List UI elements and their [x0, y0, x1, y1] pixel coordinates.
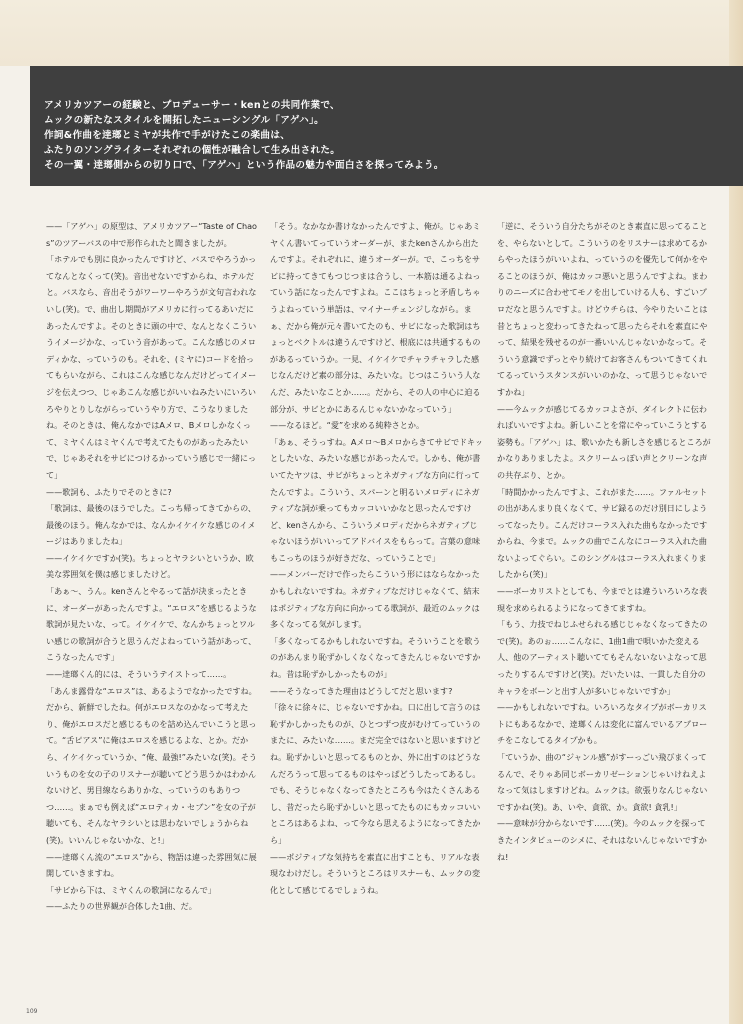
paragraph: ——「アゲハ」の原型は、アメリカツアー“Taste of Chaos”のツアーバスの中で形作られたと聞きましたが。	[46, 221, 258, 248]
interview-column-3	[497, 218, 711, 865]
paragraph: ——そうなってきた理由はどうしてだと思います?	[270, 685, 453, 696]
paragraph: ——ボーカリストとしても、今までとは違ういろいろな表現を求められるようになってきてますね。	[497, 586, 708, 613]
paragraph: ——ふたりの世界観が合体した1曲、だ。	[46, 901, 197, 912]
paragraph: 「時間かかったんですよ、これがまた……。ファルセットの出があんまり良くなくて、サビ録るのだけ別日にしようってなったり。こんだけコーラス入れた曲もなかったですからね、今まで。ムックの曲でこんなにコーラス入れた曲ないよってぐらい。このシングルはコーラス入れまくりましたから(笑)」	[497, 486, 708, 580]
paragraph: 「サビから下は、ミヤくんの歌詞になるんで」	[46, 884, 216, 895]
interview-column-1	[46, 218, 260, 915]
paragraph: 「ていうか、曲の“ジャンル感”がすーっごい飛びまくってるんで、そりゃあ同じボーカリゼーションじゃいけねえよなって気はしますけどね。ムックは。欲張りなんじゃないですかね(笑)。あ、いや、貪欲、か。貪欲! 貪乳!」	[497, 752, 708, 812]
intro-line: ふたりのソングライターそれぞれの個性が融合して生み出された。	[44, 145, 341, 156]
paragraph: ——逹瑯くん的には、そういうテイストって……。	[46, 669, 232, 680]
intro-line: ムックの新たなスタイルを開拓したニューシングル「アゲハ」。	[44, 115, 325, 126]
paragraph: ——イケイケですか(笑)。ちょっとヤラシいというか、欧美な雰囲気を僕は感じましたけど。	[46, 552, 254, 580]
paragraph: 「徐々に徐々に、じゃないですかね。口に出して言うのは恥ずかしかったものが、ひとつずつ皮がむけてっていうのまたに、みたいな……。まだ完全ではないと思いますけどね。恥ずかしいと思ってるものとか、外に出すのはどうなんだろうって思ってるものはやっぱどうしたってあるし。でも、そうじゃなくなってきたところも今はたくさんあるし、昔だったら恥ずかしいと思ってたものにもカッコいいところはあるよね、って今なら思えるようになってきたから」	[270, 702, 481, 845]
paragraph: 「歌詞は、最後のほうでした。こっち帰ってきてからの、最後のほう。俺んなかでは、なんかイケイケな感じのイメージはありましたね」	[46, 503, 256, 547]
paragraph: ——メンバーだけで作ったらこういう形にはならなかったかもしれないですね。ネガティブなだけじゃなくて、結末はポジティブな方向に向かってる歌詞が、最近のムックは多くなってる気がします。	[270, 569, 480, 630]
intro-banner	[30, 66, 743, 186]
paragraph: ——今ムックが感じてるカッコよさが、ダイレクトに伝わればいいですよね。新しいことを常にやっていこうとする姿勢も。「アゲハ」は、歌いかたも新しさを感じるところがかなりありましたよ。スクリームっぽい声とクリーンな声の共存ぶり、とか。	[497, 403, 711, 480]
paragraph: ——ポジティブな気持ちを素直に出すことも、リアルな表現なわけだし。そういうところはリスナーも、ムックの変化として感じてるでしょうね。	[270, 851, 481, 895]
paragraph: 「もう、力技でねじふせられる感じじゃなくなってきたので(笑)。あのぉ……こんなに、1曲1曲で唄いかた変える人、他のアーティスト聴いててもそんないないよなって思ったりするんですけど(笑)。だいたいは、一貫した自分のキャラをボーンと出す人が多いじゃないですか」	[497, 619, 708, 696]
paragraph: 「多くなってるかもしれないですね。そういうことを歌うのがあんまり恥ずかしくなくなってきたんじゃないですかね。昔は恥ずかしかったものが」	[270, 635, 481, 680]
paragraph: ——意味が分からないです……(笑)。今のムックを探ってきたインタビューのシメに、それはないんじゃないですかね!	[497, 818, 707, 862]
intro-line: 作詞&作曲を逹瑯とミヤが共作で手がけたこの楽曲は、	[44, 130, 291, 141]
paragraph: ——逹瑯くん流の“エロス”から、物語は違った雰囲気に展開していきますね。	[46, 851, 257, 879]
intro-line: その一翼・逹瑯側からの切り口で、「アゲハ」という作品の魅力や面白さを探ってみよう。	[44, 160, 444, 171]
paragraph: ——かもしれないですね。いろいろなタイプがボーカリストにもあるなかで、逹瑯くんは変化に富んでいるアプローチをこなしてるタイプかも。	[497, 702, 708, 746]
paragraph: 「あぁ〜、うん。kenさんとやるって話が決まったときに、オーダーがあったんですよ。“エロス”を感じるような歌詞が見たいな、って。イケイケで、なんかちょっとワルい感じの歌詞が合うと思うんだよねっていう話があって、こうなったんです」	[46, 586, 257, 663]
page-number: 109	[26, 1008, 38, 1015]
paragraph: 「ホテルでも別に良かったんですけど、バスでやろうかってなんとなくって(笑)。音出せないですからね、ホテルだと。バスなら、音出そうがワーワーやろうが文句言われないし(笑)。で、曲出し期間がアメリカに行ってるあいだにあったんですよ。そのときに頭の中で、なんとなくこういうイメージかな、っていう音があって。こんな感じのメロディかな、っていうのも。それを、(ミヤに)コードを拾ってもらいながら、これはこんな感じなんだけどってイメージを伝えつつ、じゃあこんな感じがいいねみたいにいろいろやりとりしながらっていうやり方で、こうなりましたね。そのときは、俺んなかではAメロ、Bメロしかなくって、ミヤくんはミヤくんで考えてたものがあったみたいで、じゃあそれをサビにつけるかっていう感じで一緒にって」	[46, 254, 257, 480]
paragraph: 「あぁ、そうっすね。Aメロ〜Bメロからきてサビでドキッとしたいな、みたいな感じがあったんで。しかも、俺が書いてたヤツは、サビがちょっとネガティブな方向に行ってたんですよ。こういう、スパーンと明るいメロディにネガティブな詞が乗ってもカッコいいかなと思ったんですけど、kenさんから、こういうメロディだからネガティブじゃないほうがいいってアドバイスをもらって。言葉の意味もこっちのほうが好きだな、っていうことで」	[270, 436, 484, 563]
interview-column-2	[270, 218, 484, 898]
paragraph: 「あんま露骨な“エロス”は、あるようでなかったですね。だから、新鮮でしたね。何がエロスなのかなって考えたり、俺がエロスだと感じるものを詰め込んでいこうと思って。“舌ピアス”に俺はエロスを感じるよな、とか。だから、イケイケっていうか、“俺、最強!”みたいな(笑)。そういうものを女の子のリスナーが聴いてどう思うかはわかんないけど、男目線ならありかな、っていうのもありつつ……。まぁでも例えば“エロティカ・セブン”を女の子が聴いても、そんなヤラシいとは思わないでしょうからね(笑)。いいんじゃないかな、と!」	[46, 685, 257, 845]
paragraph: 「そう。なかなか書けなかったんですよ、俺が。じゃあミヤくん書いてっていうオーダーが、またkenさんから出たんですよ。それぞれに、違うオーダーが。で、こっちをサビに持ってきてもつじつまは合うし、一本筋は通るよねっていう話になったんですよね。ここはちょっと矛盾しちゃうよねっていう単語は、マイナーチェンジしながら。まぁ、だから俺が元々書いてたのも、サビになった歌詞はちょっとベクトルは違うんですけど、根底には共通するものがあるっていうか。一見、イケイケでチャラチャラした感じなんだけど素の部分は、みたいな。じつはこういう人なんだ、みたいなことか……。だから、その人の中心に迫る部分が、サビとかにあるんじゃないかなっていう」	[270, 221, 481, 414]
page-top-edge	[0, 0, 743, 66]
intro-line: アメリカツアーの経験と、プロデューサー・kenとの共同作業で、	[44, 100, 340, 111]
paragraph: ——なるほど。“愛”を求める純粋さとか。	[270, 420, 425, 431]
paragraph: 「逆に、そういう自分たちがそのとき素直に思ってることを、やらないとして。こういうのをリスナーは求めてるからやったほうがいいよね、っていうのを優先して何かをやることのほうが、俺はカッコ悪いと思うんですよね。まわりのニーズに合わせてモノを出していける人も、すごいプロだなと思うんですよ。けどウチらは、今やりたいことは昔とちょっと変わってきたねって思ったらそれを素直にやって、結果を残せるのが一番いいんじゃないかなって。そういう意識でずっとやり続けてお客さんもついてきてくれてるっていうスタンスがいいのかな、って思うじゃないですかね」	[497, 221, 708, 397]
paragraph: ——歌詞も、ふたりでそのときに?	[46, 486, 172, 497]
